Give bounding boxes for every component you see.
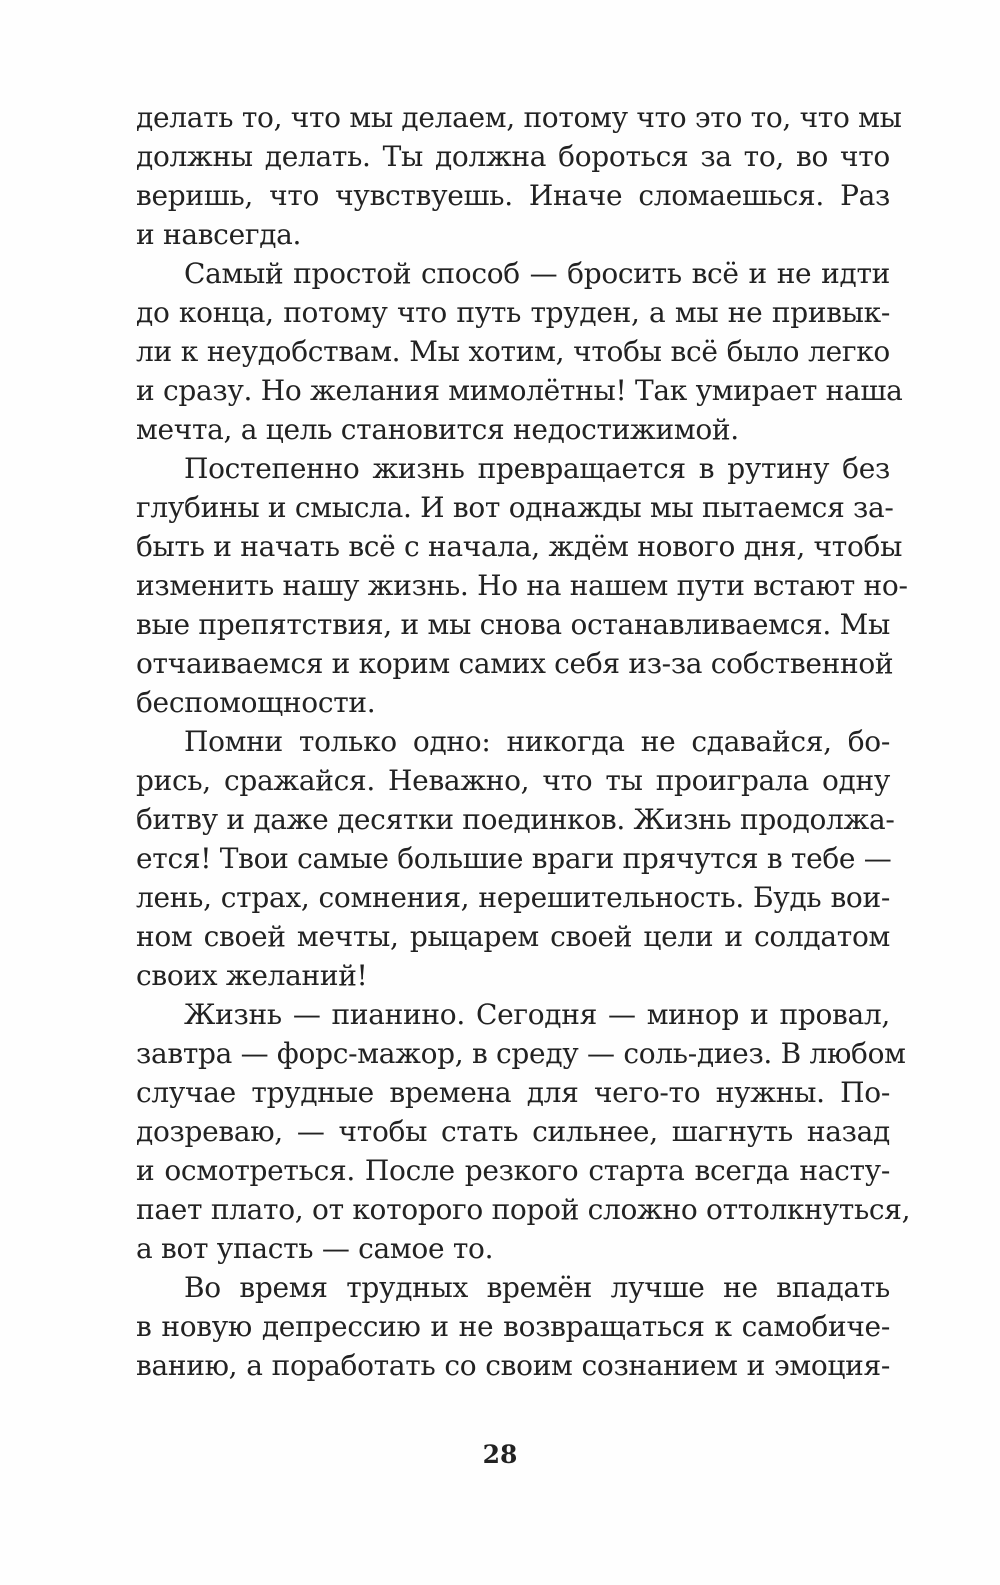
- paragraph: [136, 1268, 890, 1385]
- text-line: а вот упасть — самое то.: [136, 1232, 494, 1265]
- text-line: Постепенно жизнь превращается в рутину без: [184, 452, 890, 485]
- text-line: рись, сражайся. Неважно, что ты проиграла одну: [136, 764, 890, 797]
- text-line: мечта, а цель становится недостижимой.: [136, 413, 739, 446]
- text-line: ном своей мечты, рыцарем своей цели и солдатом: [136, 920, 890, 953]
- paragraph: [136, 449, 908, 722]
- text-line: ется! Твои самые большие враги прячутся в тебе —: [136, 842, 892, 875]
- text-line: случае трудные времена для чего-то нужны. По-: [136, 1076, 890, 1109]
- text-line: быть и начать всё с начала, ждём нового дня, чтобы: [136, 530, 903, 563]
- text-line: изменить нашу жизнь. Но на нашем пути встают но-: [136, 569, 908, 602]
- body-text: [136, 98, 911, 1385]
- text-line: Самый простой способ — бросить всё и не идти: [184, 257, 890, 290]
- text-line: лень, страх, сомнения, нерешительность. Будь вои-: [136, 881, 890, 914]
- text-line: веришь, что чувствуешь. Иначе сломаешься. Раз: [136, 179, 890, 212]
- text-line: до конца, потому что путь труден, а мы не привык-: [136, 296, 890, 329]
- text-line: и навсегда.: [136, 218, 302, 251]
- text-line: своих желаний!: [136, 959, 368, 992]
- paragraph: [136, 995, 911, 1268]
- text-line: ванию, а поработать со своим сознанием и эмоция-: [136, 1349, 890, 1382]
- text-line: битву и даже десятки поединков. Жизнь продолжа-: [136, 803, 895, 836]
- paragraph: [136, 722, 895, 995]
- page-number: 28: [482, 1440, 518, 1469]
- text-line: дозреваю, — чтобы стать сильнее, шагнуть назад: [136, 1115, 890, 1148]
- text-line: беспомощности.: [136, 686, 376, 719]
- text-line: Во время трудных времён лучше не впадать: [184, 1271, 890, 1304]
- text-line: делать то, что мы делаем, потому что это то, что мы: [136, 101, 902, 134]
- text-line: Жизнь — пианино. Сегодня — минор и провал,: [184, 998, 890, 1031]
- text-line: пает плато, от которого порой сложно оттолкнуться,: [136, 1193, 911, 1226]
- text-line: и осмотреться. После резкого старта всегда насту-: [136, 1154, 890, 1187]
- text-line: отчаиваемся и корим самих себя из-за собственной: [136, 647, 894, 680]
- paragraph: [136, 98, 902, 254]
- text-line: и сразу. Но желания мимолётны! Так умирает наша: [136, 374, 903, 407]
- text-line: ли к неудобствам. Мы хотим, чтобы всё было легко: [136, 335, 890, 368]
- text-line: должны делать. Ты должна бороться за то, во что: [136, 140, 890, 173]
- text-line: глубины и смысла. И вот однажды мы пытаемся за-: [136, 491, 894, 524]
- text-line: Помни только одно: никогда не сдавайся, бо-: [184, 725, 890, 758]
- text-line: в новую депрессию и не возвращаться к самобиче-: [136, 1310, 890, 1343]
- text-line: вые препятствия, и мы снова останавливаемся. Мы: [136, 608, 890, 641]
- paragraph: [136, 254, 903, 449]
- text-line: завтра — форс-мажор, в среду — соль-диез. В любом: [136, 1037, 906, 1070]
